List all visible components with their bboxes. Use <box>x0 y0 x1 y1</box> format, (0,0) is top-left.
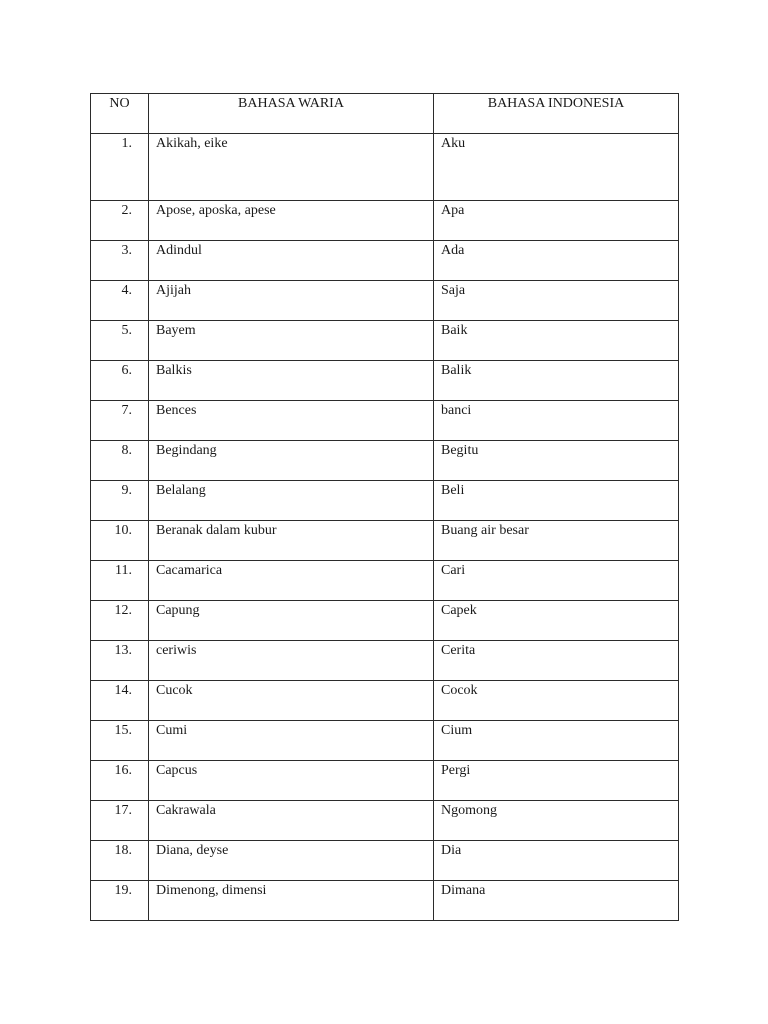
table-row <box>91 801 679 841</box>
indonesia-term: Pergi <box>434 761 679 801</box>
waria-term: Ajijah <box>149 281 434 321</box>
indonesia-term: Ngomong <box>434 801 679 841</box>
table-body <box>91 134 679 921</box>
indonesia-term: Beli <box>434 481 679 521</box>
indonesia-term: Apa <box>434 201 679 241</box>
waria-term: Akikah, eike <box>149 134 434 201</box>
indonesia-term: Buang air besar <box>434 521 679 561</box>
row-number: 7. <box>91 401 149 441</box>
row-number: 2. <box>91 201 149 241</box>
waria-term: Apose, aposka, apese <box>149 201 434 241</box>
waria-term: Beranak dalam kubur <box>149 521 434 561</box>
waria-term: Adindul <box>149 241 434 281</box>
indonesia-term: Ada <box>434 241 679 281</box>
waria-term: Cakrawala <box>149 801 434 841</box>
table-row <box>91 601 679 641</box>
waria-term: Capung <box>149 601 434 641</box>
waria-term: Balkis <box>149 361 434 401</box>
row-number: 6. <box>91 361 149 401</box>
table-row <box>91 401 679 441</box>
waria-term: ceriwis <box>149 641 434 681</box>
row-number: 16. <box>91 761 149 801</box>
indonesia-term: Capek <box>434 601 679 641</box>
row-number: 3. <box>91 241 149 281</box>
row-number: 8. <box>91 441 149 481</box>
indonesia-term: Cium <box>434 721 679 761</box>
waria-term: Cucok <box>149 681 434 721</box>
row-number: 19. <box>91 881 149 921</box>
row-number: 18. <box>91 841 149 881</box>
indonesia-term: Cocok <box>434 681 679 721</box>
waria-term: Bayem <box>149 321 434 361</box>
indonesia-term: Balik <box>434 361 679 401</box>
table-row <box>91 241 679 281</box>
table-row <box>91 881 679 921</box>
glossary-table <box>90 93 679 921</box>
table-row <box>91 641 679 681</box>
table-row <box>91 361 679 401</box>
indonesia-term: Aku <box>434 134 679 201</box>
waria-term: Diana, deyse <box>149 841 434 881</box>
row-number: 14. <box>91 681 149 721</box>
table-row <box>91 681 679 721</box>
header-bahasa-waria: BAHASA WARIA <box>149 94 434 134</box>
indonesia-term: Cari <box>434 561 679 601</box>
table-row <box>91 721 679 761</box>
row-number: 17. <box>91 801 149 841</box>
table-row <box>91 281 679 321</box>
waria-term: Bences <box>149 401 434 441</box>
indonesia-term: Cerita <box>434 641 679 681</box>
header-bahasa-indonesia: BAHASA INDONESIA <box>434 94 679 134</box>
waria-term: Cacamarica <box>149 561 434 601</box>
waria-term: Dimenong, dimensi <box>149 881 434 921</box>
row-number: 11. <box>91 561 149 601</box>
indonesia-term: Baik <box>434 321 679 361</box>
waria-term: Belalang <box>149 481 434 521</box>
waria-term: Capcus <box>149 761 434 801</box>
row-number: 13. <box>91 641 149 681</box>
indonesia-term: Dia <box>434 841 679 881</box>
waria-term: Cumi <box>149 721 434 761</box>
table-row <box>91 134 679 201</box>
table-row <box>91 841 679 881</box>
table-row <box>91 201 679 241</box>
table-row <box>91 481 679 521</box>
table-row <box>91 561 679 601</box>
indonesia-term: banci <box>434 401 679 441</box>
indonesia-term: Saja <box>434 281 679 321</box>
table-row <box>91 321 679 361</box>
row-number: 4. <box>91 281 149 321</box>
row-number: 9. <box>91 481 149 521</box>
table-header <box>91 94 679 134</box>
table-row <box>91 761 679 801</box>
table-row <box>91 441 679 481</box>
row-number: 5. <box>91 321 149 361</box>
row-number: 1. <box>91 134 149 201</box>
row-number: 12. <box>91 601 149 641</box>
waria-term: Begindang <box>149 441 434 481</box>
row-number: 10. <box>91 521 149 561</box>
indonesia-term: Dimana <box>434 881 679 921</box>
table-row <box>91 521 679 561</box>
header-no: NO <box>91 94 149 134</box>
row-number: 15. <box>91 721 149 761</box>
header-row <box>91 94 679 134</box>
indonesia-term: Begitu <box>434 441 679 481</box>
